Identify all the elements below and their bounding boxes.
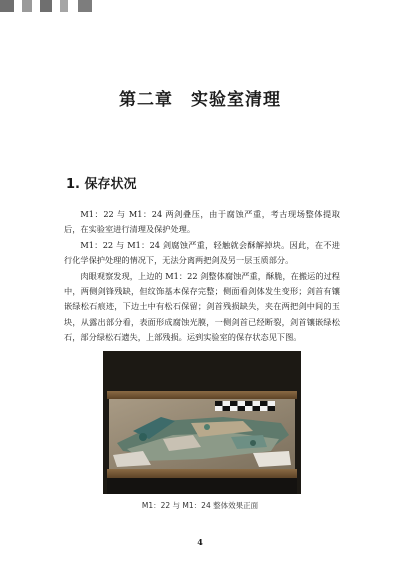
chapter-title: 第二章 实验室清理 — [119, 90, 281, 110]
page-corner-mark — [0, 0, 120, 14]
paragraph: M1：22 与 M1：24 两剑叠压，由于腐蚀严重，考古现场整体提取后，在实验室进行清理及保护处理。 — [64, 209, 340, 235]
artifact-photo — [103, 351, 301, 494]
body-text — [64, 207, 340, 346]
paragraph: 肉眼观察发现，上边的 M1：22 剑整体腐蚀严重，酥脆，在搬运的过程中，两侧剑锋残缺，但纹饰基本保存完整；侧面看剑体发生变形；剑首有镶嵌绿松石痕迹，下边土中有松石保留；剑首残损缺失，夹在两把剑中间的玉块，从露出部分看，表面形成腐蚀光膜，一侧剑首已经断裂，剑首镶嵌绿松石，部分绿松石遗失，上部残损。运到实验室的保存状态见下图。 — [64, 270, 340, 343]
section-heading: 1. 保存状况 — [66, 177, 137, 192]
scale-bar — [215, 401, 275, 411]
paragraph: M1：22 与 M1：24 剑腐蚀严重，轻触就会酥解掉块。因此，在不进行化学保护处理的情况下，无法分离两把剑及另一层玉质部分。 — [64, 239, 340, 266]
page-number: 4 — [197, 537, 203, 547]
figure-caption: M1：22 与 M1：24 整体效果正面 — [141, 501, 259, 510]
